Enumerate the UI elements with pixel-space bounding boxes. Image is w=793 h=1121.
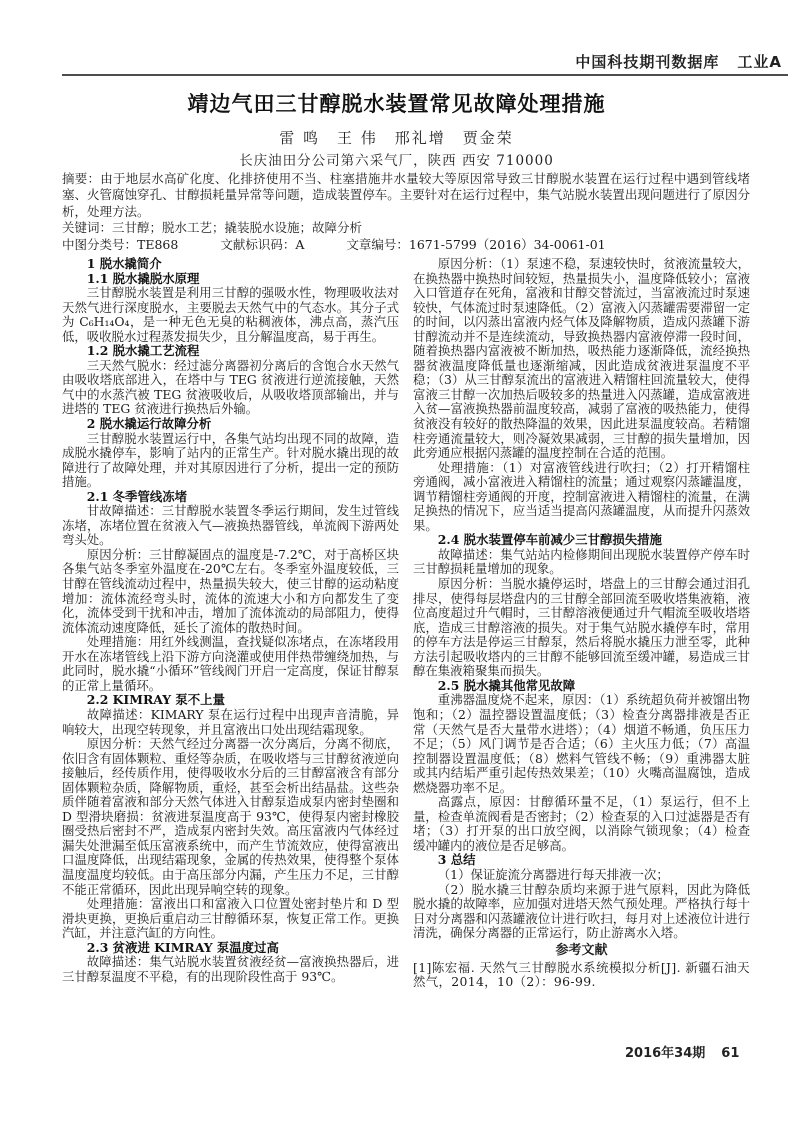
- section-heading: 3 总结: [437, 852, 476, 868]
- abstract-text: 由于地层水高矿化度、化排挤使用不当、柱塞措施井水量较大等原因常导致三甘醇脱水装置在运行过程中遇到管线堵塞、火管腐蚀穿孔、甘醇损耗量异常等问题，造成装置停车。主要针对在运行过程中，集气站脱水装置出现问题进行了原因分析，处理方法。: [62, 171, 750, 219]
- frontmatter-block: [62, 171, 750, 253]
- paragraph: 原因分析：（1）泵速不稳，泵速较快时，贫液流量较大，在换热器中换热时间较短，热量损失小，温度降低较小；富液入口管道存在死角，富液和甘醇交替流过，当富液流过时泵速较快，气体流过时泵速降低。（2）富液入闪蒸罐需要滞留一定的时间，以闪蒸出富液内烃气体及降解物质，造成闪蒸罐下游甘醇流动并不是连续流动，导致换热器内富液停滞一段时间，随着换热器内富液被不断加热，吸热能力逐渐降低，流经换热器贫液温度降低量也逐渐缩减，因此造成贫液进泵温度不平稳；（3）从三甘醇泵流出的富液进入精馏柱回流量较大，使得富液三甘醇一次加热后吸较多的热量进入闪蒸罐，造成富液进入贫—富液换热器前温度较高，减弱了富液的吸热能力，使得贫液没有较好的散热降温的效果，因此进泵温度较高。若精馏柱旁通流量较大，则冷凝效果减弱，三甘醇的损失量增加，因此旁通应根据闪蒸罐的温度控制在合适的范围。: [413, 256, 750, 461]
- paragraph: 处理措施：（1）对富液管线进行吹扫；（2）打开精馏柱旁通阀，减小富液进入精馏柱的流量；通过观察闪蒸罐温度，调节精馏柱旁通阀的开度，控制富液进入精馏柱的流量，在满足换热的情况下，应当适当提高闪蒸罐温度，从而提升闪蒸效果。: [413, 459, 750, 533]
- section-heading: 2.3 贫液进 KIMRAY 泵温度过高: [86, 939, 279, 955]
- abstract-label: 摘要：: [62, 171, 101, 186]
- database-section: 工业A: [737, 53, 782, 71]
- classification-line: [62, 237, 750, 253]
- page-number: 61: [721, 1046, 740, 1061]
- paragraph: （1）保证旋流分离器进行每天排液一次；: [437, 866, 669, 882]
- reference-entry: [1]陈宏福. 天然气三甘醇脱水系统模拟分析[J]. 新疆石油天然气，2014，10（2）：96-99.: [413, 959, 750, 990]
- paragraph: 故障描述：集气站站内检修期间出现脱水装置停产停车时三甘醇损耗量增加的现象。: [413, 546, 750, 577]
- document-code: 文献标识码：A: [220, 236, 305, 252]
- right-column: [413, 257, 750, 990]
- section-heading: 2.4 脱水装置停车前减少三甘醇损失措施: [437, 532, 662, 548]
- clc-number: 中图分类号：TE868: [62, 236, 179, 252]
- article-title: 靖边气田三甘醇脱水装置常见故障处理措施: [187, 91, 606, 116]
- paragraph: （2）脱水撬三甘醇杂质均来源于进气原料，因此为降低脱水撬的故障率，应加强对进塔天然气预处理。严格执行每十日对分离器和闪蒸罐液位计进行吹扫，每月对上述液位计进行清洗，确保分离器的正常运行，防止游离水入塔。: [413, 881, 750, 941]
- references-title: 参考文献: [555, 942, 608, 958]
- paragraph: 重沸器温度烧不起来，原因：（1）系统超负荷并被馏出物饱和；（2）温控器设置温度低；（3）检查分离器排液是否正常（天然气是否大量带水进塔）；（4）烟道不畅通，负压压力不足；（5）风门调节是否合适；（6）主火压力低；（7）高温控制器设置温度低；（8）燃料气管线不畅；（9）重沸器太脏或其内结垢严重引起传热效果差；（10）火嘴高温腐蚀，造成燃烧器功率不足。: [413, 692, 750, 795]
- header-rule: [62, 74, 788, 76]
- paragraph: 甘故障描述：三甘醇脱水装置冬季运行期间，发生过管线冻堵，冻堵位置在贫液入气—液换热器管线，单流阀下游两处弯头处。: [62, 503, 399, 548]
- page-footer: [625, 1042, 739, 1061]
- section-heading: 1.1 脱水撬脱水原理: [86, 270, 200, 286]
- keywords-label: 关键词：: [62, 220, 113, 236]
- paragraph: 三甘醇脱水装置运行中，各集气站均出现不同的故障，造成脱水撬停车，影响了站内的正常生产。针对脱水撬出现的故障进行了故障处理，并对其原因进行了分析，提出一定的预防措施。: [62, 430, 399, 490]
- left-column: [62, 257, 399, 990]
- article-id: 文章编号：1671-5799（2016）34-0061-01: [346, 236, 606, 252]
- abstract: [62, 171, 750, 220]
- section-heading: 2.2 KIMRAY 泵不上量: [86, 692, 225, 708]
- paragraph: 故障描述：KIMARY 泵在运行过程中出现声音清脆，异响较大，出现空转现象，并且富液出口处出现结霜现象。: [62, 706, 399, 737]
- affiliation-line: 长庆油田分公司第六采气厂，陕西 西安 710000: [239, 153, 554, 169]
- paragraph: 高露点，原因：甘醇循环量不足，（1）泵运行，但不上量，检查单流阀看是否密封；（2）检查泵的入口过滤器是否有堵；（3）打开泵的出口放空阀，以消除气锁现象；（4）检查缓冲罐内的液位是否足够高。: [413, 794, 750, 853]
- paragraph: 故障描述：集气站脱水装置贫液经贫—富液换热器后，进三甘醇泵温度不平稳，有的出现阶段性高于 93℃。: [62, 954, 399, 984]
- paragraph: 处理措施：富液出口和富液入口位置处密封垫片和 D 型滑块更换，更换后重启动三甘醇循环泵，恢复正常工作。更换汽缸，并注意汽缸的方向性。: [62, 896, 399, 941]
- database-header: [575, 51, 782, 72]
- paragraph: 三天然气脱水：经过滤分离器初分离后的含饱合水天然气由吸收塔底部进入，在塔中与 TEG 贫液进行逆流接触，天然气中的水蒸汽被 TEG 贫液吸收后，从吸收塔顶部输出，并与进塔的 TEG 贫液进行换热后外输。: [62, 357, 399, 417]
- section-heading: 2 脱水撬运行故障分析: [86, 416, 212, 432]
- issue-label: 2016年34期: [625, 1046, 706, 1061]
- paragraph: 原因分析：三甘醇凝固点的温度是-7.2℃，对于高桥区块各集气站冬季室外温度在-20℃左右。冬季室外温度较低，三甘醇在管线流动过程中，热量损失较大，使三甘醇的运动粘度增加：流体流经弯头时，流体的流速大小和方向都发生了变化，流体受到干扰和冲击，增加了流体流动的局部阻力，使得流体流动速度降低，延长了流体的散热时间。: [62, 546, 399, 635]
- paragraph: 三甘醇脱水装置是利用三甘醇的强吸水性，物理吸收法对天然气进行深度脱水，主要脱去天然气中的气态水。其分子式为 C₆H₁₄O₄，是一种无色无臭的粘稠液体，沸点高，蒸汽压低，吸收脱水过程蒸发损失少，且分解温度高，易于再生。: [62, 285, 399, 344]
- keywords-text: 三甘醇；脱水工艺；撬装脱水设施；故障分析: [112, 220, 363, 236]
- paragraph: 处理措施：用红外线测温，查找疑似冻堵点，在冻堵段用开水在冻堵管线上沿下游方向浇灌或使用伴热带缠绕加热，与此同时，脱水撬“小循环”管线阀门开启一定高度，保证甘醇泵的正常上量循环。: [62, 634, 399, 693]
- section-heading: 2.5 脱水撬其他常见故障: [437, 677, 576, 693]
- section-heading: 1 脱水撬简介: [86, 256, 162, 271]
- section-heading: 1.2 脱水撬工艺流程: [86, 343, 200, 359]
- paragraph: 原因分析：天然气经过分离器一次分离后，分离不彻底，依旧含有固体颗粒、重烃等杂质，在吸收塔与三甘醇贫液逆向接触后，经传质作用，使得吸收水分后的三甘醇富液含有部分固体颗粒杂质，降解物质，重烃，甚至会析出结晶盐。这些杂质伴随着富液和部分天然气体进入甘醇泵造成泵内密封垫圈和 D 型滑块磨损：贫液进泵温度高于 93℃，使得泵内密封橡胶圈受热后密封不严，造成泵内密封失效。高压富液内气体经过漏失处泄漏至低压富液系统中，而产生节流效应，使得富液出口温度降低，出现结霜现象，金属的传热效果，使得整个泵体温度温度均较低。由于高压部分内漏，产生压力不足，三甘醇不能正常循环，因此出现异响空转的现象。: [62, 736, 399, 897]
- keywords: [62, 220, 750, 236]
- body-columns: [62, 257, 750, 990]
- authors-line: 雷 鸣 王 伟 邢礼增 贾金荣: [279, 129, 514, 147]
- paragraph: 原因分析：当脱水撬停运时，塔盘上的三甘醇会通过泪孔排尽，使得每层塔盘内的三甘醇全部回流至吸收塔集液箱，液位高度超过升气帽时，三甘醇溶液便通过升气帽流至吸收塔塔底，造成三甘醇溶液的损失。对于集气站脱水撬停车时，常用的停车方法是停运三甘醇泵，然后将脱水撬压力泄至零，此种方法引起吸收塔内的三甘醇不能够回流至缓冲罐，易造成三甘醇在集液箱聚集而损失。: [413, 576, 750, 679]
- database-name: 中国科技期刊数据库: [575, 53, 720, 71]
- section-heading: 2.1 冬季管线冻堵: [86, 488, 188, 504]
